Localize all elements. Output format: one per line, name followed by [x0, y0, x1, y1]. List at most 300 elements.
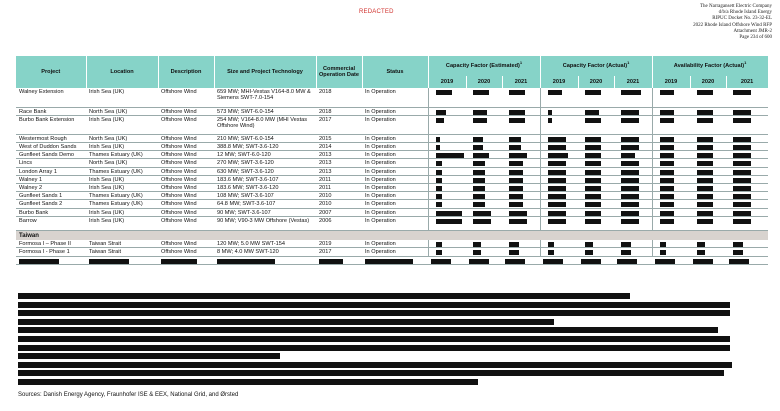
- location-cell: Irish Sea (UK): [86, 208, 158, 216]
- redaction-bar: [436, 170, 442, 175]
- status-cell: In Operation: [362, 142, 428, 150]
- redaction-bar: [733, 110, 751, 115]
- project-cell: Burbo Bank: [16, 208, 86, 216]
- redaction-bar: [733, 153, 751, 158]
- redaction-bar: [585, 219, 601, 224]
- redacted-value-cell: [614, 200, 652, 208]
- redacted-value-cell: [540, 167, 578, 175]
- redacted-value-cell: [726, 216, 768, 230]
- redaction-bar: [18, 362, 732, 368]
- project-cell: Formosa I - Phase 1: [16, 248, 86, 256]
- operation-date-cell: 2015: [316, 134, 362, 142]
- description-cell: Offshore Wind: [158, 208, 214, 216]
- redacted-value-cell: [428, 192, 466, 200]
- redaction-bar: [617, 259, 637, 264]
- redacted-value-cell: [614, 175, 652, 183]
- redacted-value-cell: [502, 88, 540, 107]
- project-cell: West of Duddon Sands: [16, 142, 86, 150]
- operation-date-cell: 2013: [316, 167, 362, 175]
- redaction-bar: [548, 186, 566, 191]
- redacted-value-cell: [502, 142, 540, 150]
- redaction-bar: [585, 186, 601, 191]
- project-cell: Walney Extension: [16, 88, 86, 107]
- redacted-value-cell: [690, 88, 726, 107]
- redaction-bar: [585, 170, 601, 175]
- redacted-value-cell: [540, 248, 578, 256]
- redaction-bar: [585, 118, 601, 123]
- redaction-bar: [621, 153, 635, 158]
- redacted-value-cell: [540, 142, 578, 150]
- redaction-bar: [18, 293, 630, 299]
- redaction-bar: [733, 202, 751, 207]
- redacted-value-cell: [540, 151, 578, 159]
- redacted-value-cell: [502, 167, 540, 175]
- redaction-bar: [548, 145, 566, 150]
- description-cell: Offshore Wind: [158, 159, 214, 167]
- redacted-cell: [578, 256, 614, 264]
- status-cell: In Operation: [362, 208, 428, 216]
- redacted-value-cell: [428, 248, 466, 256]
- offshore-wind-projects-table: [16, 56, 769, 265]
- redacted-value-cell: [578, 88, 614, 107]
- redaction-bar: [697, 202, 713, 207]
- location-cell: Irish Sea (UK): [86, 216, 158, 230]
- project-cell: Gunfleet Sands 1: [16, 192, 86, 200]
- redaction-bar: [509, 118, 525, 123]
- redacted-value-cell: [652, 200, 690, 208]
- redacted-value-cell: [614, 151, 652, 159]
- size-technology-cell: 90 MW; SWT-3.6-107: [214, 208, 316, 216]
- redacted-value-cell: [502, 248, 540, 256]
- redacted-value-cell: [614, 248, 652, 256]
- redacted-value-cell: [466, 216, 502, 230]
- redacted-value-cell: [726, 151, 768, 159]
- location-cell: Taiwan Strait: [86, 240, 158, 248]
- redaction-bar: [693, 259, 713, 264]
- redacted-value-cell: [540, 159, 578, 167]
- redacted-value-cell: [614, 183, 652, 191]
- location-cell: North Sea (UK): [86, 159, 158, 167]
- redaction-bar: [733, 186, 751, 191]
- redacted-value-cell: [578, 216, 614, 230]
- redacted-value-cell: [578, 200, 614, 208]
- location-cell: Irish Sea (UK): [86, 142, 158, 150]
- redacted-value-cell: [466, 240, 502, 248]
- redacted-value-cell: [726, 159, 768, 167]
- redacted-value-cell: [466, 183, 502, 191]
- description-cell: Offshore Wind: [158, 107, 214, 115]
- location-cell: Irish Sea (UK): [86, 175, 158, 183]
- redacted-value-cell: [726, 88, 768, 107]
- redaction-bar: [660, 194, 674, 199]
- col-status: Status: [362, 56, 428, 88]
- redaction-bar: [18, 302, 730, 308]
- redaction-bar: [697, 178, 713, 183]
- redaction-bar: [733, 219, 751, 224]
- redaction-bar: [621, 219, 639, 224]
- redacted-value-cell: [690, 107, 726, 115]
- redacted-cell: [428, 256, 466, 264]
- redacted-value-cell: [652, 175, 690, 183]
- redaction-bar: [473, 211, 491, 216]
- description-cell: Offshore Wind: [158, 88, 214, 107]
- redacted-value-cell: [614, 192, 652, 200]
- table-row: [16, 240, 768, 248]
- redaction-bar: [655, 259, 675, 264]
- redaction-bar: [473, 153, 489, 158]
- redaction-bar: [585, 137, 601, 142]
- redaction-bar: [436, 110, 446, 115]
- redaction-bar: [621, 145, 639, 150]
- operation-date-cell: 2014: [316, 142, 362, 150]
- redacted-cell: [362, 256, 428, 264]
- redaction-bar: [621, 194, 639, 199]
- redacted-value-cell: [502, 151, 540, 159]
- redaction-bar: [697, 90, 713, 95]
- redaction-bar: [733, 194, 751, 199]
- redaction-bar: [436, 137, 440, 142]
- size-technology-cell: 388.8 MW; SWT-3.6-120: [214, 142, 316, 150]
- operation-date-cell: 2011: [316, 175, 362, 183]
- redacted-value-cell: [690, 175, 726, 183]
- redacted-value-cell: [726, 167, 768, 175]
- redaction-bar: [733, 118, 751, 123]
- redaction-bar: [431, 259, 451, 264]
- redaction-bar: [697, 170, 713, 175]
- year-header: 2021: [614, 76, 652, 88]
- year-header: 2021: [726, 76, 768, 88]
- table-row: [16, 88, 768, 107]
- redacted-value-cell: [726, 115, 768, 134]
- redaction-bar: [509, 219, 527, 224]
- redacted-value-cell: [652, 216, 690, 230]
- redaction-bar: [585, 211, 601, 216]
- redacted-value-cell: [578, 175, 614, 183]
- redaction-bar: [733, 161, 751, 166]
- redacted-value-cell: [726, 175, 768, 183]
- status-cell: In Operation: [362, 175, 428, 183]
- redacted-value-cell: [690, 248, 726, 256]
- redaction-bar: [473, 170, 485, 175]
- year-header: 2019: [652, 76, 690, 88]
- status-cell: In Operation: [362, 159, 428, 167]
- header-line: Attachment JMR-2: [733, 28, 772, 34]
- redacted-value-cell: [540, 175, 578, 183]
- table-row: [16, 151, 768, 159]
- table-row: [16, 208, 768, 216]
- size-technology-cell: 659 MW; MHI-Vestas V164-8.0 MW & Siemens SWT-7.0-154: [214, 88, 316, 107]
- size-technology-cell: 90 MW; V90-3 MW Offshore (Vestas): [214, 216, 316, 230]
- redaction-bar: [436, 153, 464, 158]
- project-cell: London Array 1: [16, 167, 86, 175]
- redacted-value-cell: [540, 115, 578, 134]
- redaction-bar: [509, 110, 525, 115]
- location-cell: Irish Sea (UK): [86, 183, 158, 191]
- status-cell: In Operation: [362, 216, 428, 230]
- redaction-bar: [548, 242, 554, 247]
- redacted-value-cell: [428, 159, 466, 167]
- year-header: 2020: [690, 76, 726, 88]
- status-cell: In Operation: [362, 192, 428, 200]
- table-row: [16, 107, 768, 115]
- size-technology-cell: 183.6 MW; SWT-3.6-120: [214, 183, 316, 191]
- redacted-cell: [158, 256, 214, 264]
- redaction-bar: [697, 137, 713, 142]
- redaction-bar: [697, 194, 713, 199]
- redaction-bar: [660, 178, 674, 183]
- redaction-bar: [621, 118, 639, 123]
- redaction-bar: [509, 194, 523, 199]
- redacted-value-cell: [652, 107, 690, 115]
- redacted-cell: [652, 256, 690, 264]
- status-cell: In Operation: [362, 107, 428, 115]
- redacted-value-cell: [690, 240, 726, 248]
- redaction-bar: [660, 110, 674, 115]
- document-header: [572, 4, 772, 41]
- redacted-cell: [726, 256, 768, 264]
- redaction-bar: [505, 259, 525, 264]
- redaction-bar: [621, 186, 639, 191]
- redacted-value-cell: [428, 142, 466, 150]
- year-header: 2019: [540, 76, 578, 88]
- redacted-value-cell: [578, 134, 614, 142]
- redacted-value-cell: [726, 134, 768, 142]
- redaction-bar: [509, 90, 525, 95]
- redacted-value-cell: [690, 159, 726, 167]
- status-cell: In Operation: [362, 151, 428, 159]
- redacted-value-cell: [614, 142, 652, 150]
- redaction-bar: [621, 202, 639, 207]
- redaction-bar: [473, 161, 485, 166]
- table-row: [16, 248, 768, 256]
- redacted-value-cell: [466, 248, 502, 256]
- redacted-value-cell: [466, 200, 502, 208]
- redaction-bar: [436, 219, 462, 224]
- redacted-value-cell: [428, 208, 466, 216]
- redacted-value-cell: [502, 240, 540, 248]
- redacted-value-cell: [502, 134, 540, 142]
- redacted-value-cell: [540, 208, 578, 216]
- year-header: 2019: [428, 76, 466, 88]
- redacted-cell: [16, 256, 86, 264]
- table-row: [16, 142, 768, 150]
- redaction-bar: [436, 211, 462, 216]
- redacted-value-cell: [466, 151, 502, 159]
- redacted-value-cell: [614, 88, 652, 107]
- redacted-cell: [316, 256, 362, 264]
- redacted-value-cell: [540, 88, 578, 107]
- redaction-bar: [585, 250, 593, 255]
- redaction-bar: [473, 219, 491, 224]
- redacted-cell: [214, 256, 316, 264]
- redacted-value-cell: [578, 240, 614, 248]
- description-cell: Offshore Wind: [158, 115, 214, 134]
- size-technology-cell: 270 MW; SWT-3.6-120: [214, 159, 316, 167]
- redaction-bar: [733, 250, 743, 255]
- redacted-value-cell: [428, 175, 466, 183]
- redacted-value-cell: [726, 248, 768, 256]
- redaction-bar: [89, 259, 129, 264]
- status-cell: In Operation: [362, 88, 428, 107]
- redacted-value-cell: [578, 142, 614, 150]
- size-technology-cell: 210 MW; SWT-6.0-154: [214, 134, 316, 142]
- location-cell: Irish Sea (UK): [86, 88, 158, 107]
- redacted-value-cell: [502, 208, 540, 216]
- description-cell: Offshore Wind: [158, 192, 214, 200]
- redaction-bar: [509, 153, 527, 158]
- redaction-bar: [621, 90, 641, 95]
- redacted-value-cell: [652, 88, 690, 107]
- redaction-bar: [19, 259, 59, 264]
- operation-date-cell: 2013: [316, 159, 362, 167]
- redaction-bar: [18, 319, 554, 325]
- col-description: Description: [158, 56, 214, 88]
- redaction-bar: [697, 242, 705, 247]
- redacted-value-cell: [428, 134, 466, 142]
- redaction-bar: [548, 90, 562, 95]
- redacted-value-cell: [578, 151, 614, 159]
- redaction-bar: [436, 118, 444, 123]
- redacted-cell: [466, 256, 502, 264]
- redaction-bar: [436, 90, 452, 95]
- table-row: [16, 159, 768, 167]
- size-technology-cell: 183.6 MW; SWT-3.6-107: [214, 175, 316, 183]
- redaction-bar: [660, 242, 666, 247]
- redaction-bar: [18, 370, 724, 376]
- redacted-value-cell: [578, 248, 614, 256]
- redaction-bar: [660, 90, 674, 95]
- table-row: [16, 134, 768, 142]
- redaction-bar: [733, 90, 751, 95]
- redacted-value-cell: [652, 208, 690, 216]
- year-header: 2021: [502, 76, 540, 88]
- operation-date-cell: 2006: [316, 216, 362, 230]
- redaction-bar: [697, 145, 713, 150]
- redaction-bar: [509, 178, 523, 183]
- redacted-value-cell: [652, 142, 690, 150]
- status-cell: In Operation: [362, 183, 428, 191]
- redaction-bar: [697, 110, 713, 115]
- redaction-bar: [436, 161, 442, 166]
- operation-date-cell: 2011: [316, 183, 362, 191]
- redacted-value-cell: [690, 167, 726, 175]
- redacted-value-cell: [466, 175, 502, 183]
- project-cell: Formosa I – Phase II: [16, 240, 86, 248]
- redacted-value-cell: [652, 159, 690, 167]
- redacted-value-cell: [578, 208, 614, 216]
- redaction-bar: [733, 242, 743, 247]
- location-cell: North Sea (UK): [86, 134, 158, 142]
- redacted-value-cell: [726, 107, 768, 115]
- redacted-value-cell: [502, 159, 540, 167]
- project-cell: Race Bank: [16, 107, 86, 115]
- header-line: The Narragansett Electric Company: [699, 4, 772, 9]
- redaction-bar: [585, 90, 601, 95]
- redaction-bar: [548, 202, 566, 207]
- redaction-bar: [509, 186, 523, 191]
- redacted-value-cell: [466, 208, 502, 216]
- redacted-value-cell: [578, 159, 614, 167]
- description-cell: Offshore Wind: [158, 175, 214, 183]
- redacted-value-cell: [540, 134, 578, 142]
- redaction-bar: [548, 194, 566, 199]
- col-location: Location: [86, 56, 158, 88]
- redaction-bar: [18, 379, 478, 385]
- redacted-row: [16, 256, 768, 264]
- project-cell: Barrow: [16, 216, 86, 230]
- redaction-bar: [621, 110, 639, 115]
- redaction-bar: [660, 219, 674, 224]
- size-technology-cell: 8 MW; 4.0 MW SWT-120: [214, 248, 316, 256]
- redaction-bar: [733, 178, 751, 183]
- table-row: [16, 216, 768, 230]
- redaction-bar: [660, 211, 674, 216]
- redaction-bar: [436, 194, 442, 199]
- redaction-bar: [697, 161, 713, 166]
- redacted-value-cell: [428, 151, 466, 159]
- redacted-value-cell: [540, 192, 578, 200]
- redacted-value-cell: [502, 175, 540, 183]
- project-cell: Lincs: [16, 159, 86, 167]
- redaction-bar: [436, 202, 442, 207]
- redacted-cell: [86, 256, 158, 264]
- redaction-bar: [509, 202, 523, 207]
- project-cell: Westermost Rough: [16, 134, 86, 142]
- redacted-cell: [502, 256, 540, 264]
- header-line: d/b/a Rhode Island Energy: [718, 10, 772, 16]
- operation-date-cell: 2017: [316, 248, 362, 256]
- redacted-value-cell: [652, 183, 690, 191]
- redaction-bar: [660, 170, 674, 175]
- redaction-bar: [621, 211, 639, 216]
- redacted-value-cell: [652, 167, 690, 175]
- redaction-bar: [473, 194, 485, 199]
- redaction-bar: [473, 118, 487, 123]
- redaction-bar: [548, 170, 566, 175]
- redacted-rows: [16, 256, 768, 264]
- redacted-value-cell: [502, 107, 540, 115]
- redacted-value-cell: [614, 208, 652, 216]
- redaction-bar: [585, 194, 601, 199]
- redaction-bar: [733, 170, 751, 175]
- operation-date-cell: 2013: [316, 151, 362, 159]
- redacted-value-cell: [466, 107, 502, 115]
- redaction-bar: [729, 259, 749, 264]
- size-technology-cell: 64.8 MW; SWT-3.6-107: [214, 200, 316, 208]
- redaction-bar: [585, 242, 593, 247]
- redaction-bar: [18, 353, 280, 359]
- redaction-bar: [365, 259, 413, 264]
- redaction-bar: [509, 250, 519, 255]
- redacted-value-cell: [428, 115, 466, 134]
- header-line: 2022 Rhode Island Offshore Wind RFP: [693, 22, 772, 28]
- status-cell: In Operation: [362, 200, 428, 208]
- redaction-bar: [697, 219, 713, 224]
- size-technology-cell: 573 MW; SWT-6.0-154: [214, 107, 316, 115]
- status-cell: In Operation: [362, 248, 428, 256]
- redacted-value-cell: [428, 216, 466, 230]
- description-cell: Offshore Wind: [158, 142, 214, 150]
- redaction-bar: [473, 250, 481, 255]
- redaction-bar: [621, 137, 639, 142]
- redacted-value-cell: [652, 248, 690, 256]
- redacted-value-cell: [466, 192, 502, 200]
- table-row: [16, 192, 768, 200]
- redaction-bar: [733, 211, 751, 216]
- redaction-bar: [660, 250, 666, 255]
- project-cell: Burbo Bank Extension: [16, 115, 86, 134]
- redaction-bar: [660, 186, 674, 191]
